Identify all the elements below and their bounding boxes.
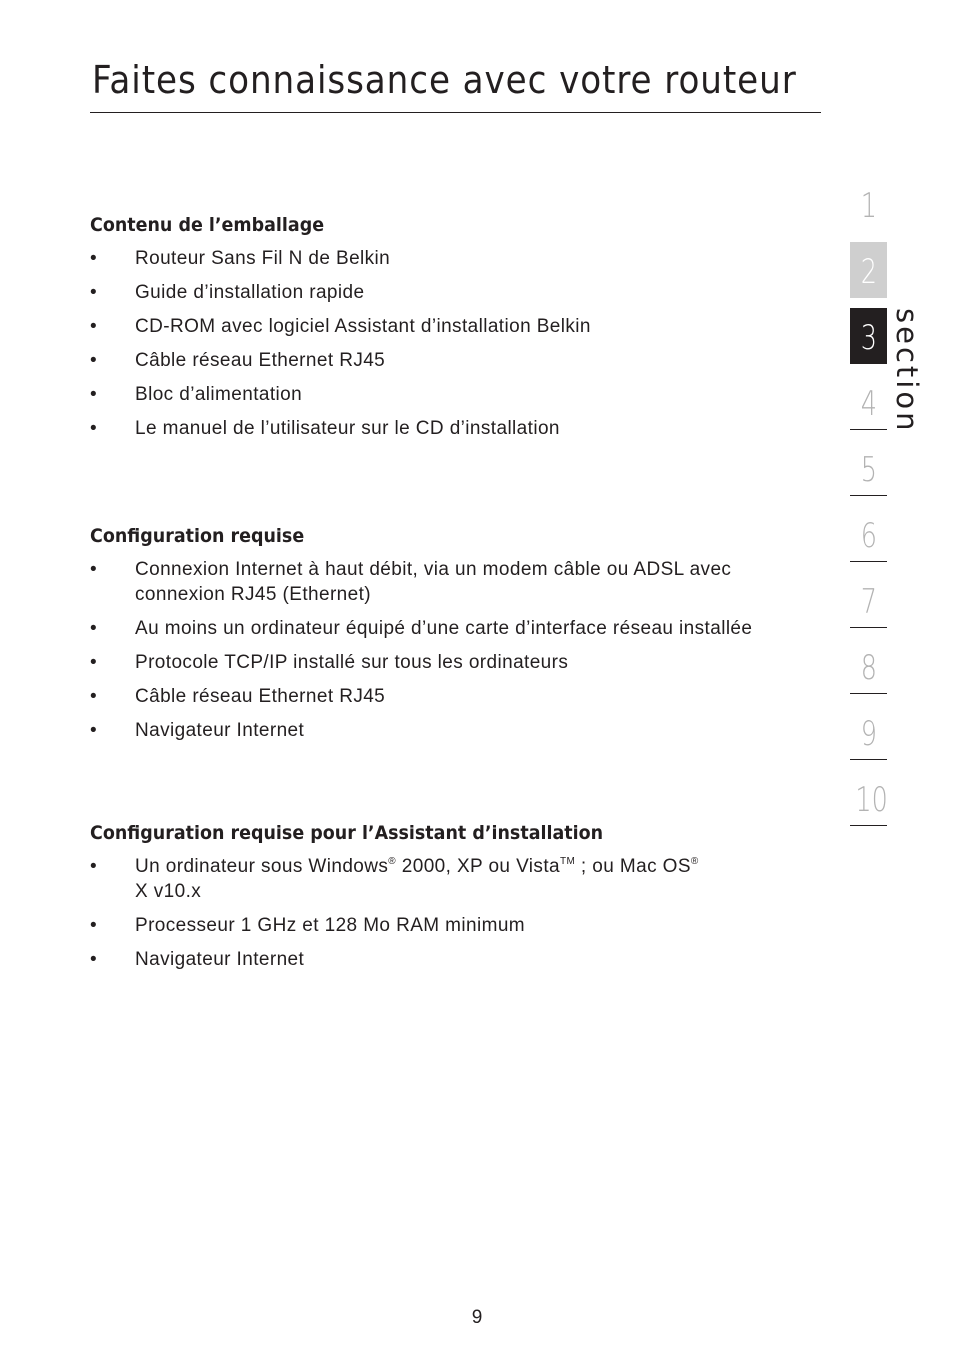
section-navigator	[850, 176, 887, 836]
bullet: •	[90, 720, 98, 741]
section-heading: Configuration requise	[90, 525, 305, 547]
bullet: •	[90, 316, 98, 337]
bullet: •	[90, 652, 98, 673]
list-item: • Routeur Sans Fil N de Belkin	[90, 248, 391, 269]
setup-assistant-requirements-list	[90, 854, 800, 972]
nav-section-7[interactable]: 7	[850, 572, 887, 628]
list-item: • Navigateur Internet	[90, 949, 305, 970]
list-item: • Protocole TCP/IP installé sur tous les ordinateurs	[90, 652, 569, 673]
setup-assistant-requirements-section	[90, 822, 800, 981]
list-item: • Un ordinateur sous Windows® 2000, XP ou Vista™ ; ou Mac OS® X v10.x	[90, 856, 699, 902]
nav-section-5[interactable]: 5	[850, 440, 887, 496]
registered-mark: ®	[690, 856, 699, 867]
section-label: section	[890, 308, 924, 434]
list-item: • Processeur 1 GHz et 128 Mo RAM minimum	[90, 915, 526, 936]
list-item: • Navigateur Internet	[90, 720, 305, 741]
page-title: Faites connaissance avec votre routeur	[92, 58, 797, 102]
list-item: • Guide d’installation rapide	[90, 282, 365, 303]
nav-section-2[interactable]: 2	[850, 242, 887, 298]
section-heading: Contenu de l’emballage	[90, 214, 325, 236]
page-number: 9	[471, 1307, 483, 1328]
nav-section-4[interactable]: 4	[850, 374, 887, 430]
bullet: •	[90, 618, 98, 639]
list-item: • Le manuel de l’utilisateur sur le CD d’installation	[90, 418, 560, 439]
bullet: •	[90, 350, 98, 371]
bullet: •	[90, 248, 98, 269]
nav-section-1[interactable]: 1	[860, 186, 877, 226]
nav-section-10[interactable]: 10	[850, 770, 887, 826]
section-heading: Configuration requise pour l’Assistant d’installation	[90, 822, 604, 844]
list-item: • Au moins un ordinateur équipé d’une carte d’interface réseau installée	[90, 618, 753, 639]
bullet: •	[90, 856, 98, 877]
list-item: • CD-ROM avec logiciel Assistant d’installation Belkin	[90, 316, 591, 337]
list-item: • Bloc d’alimentation	[90, 384, 303, 405]
bullet: •	[90, 559, 98, 580]
bullet: •	[90, 949, 98, 970]
bullet: •	[90, 915, 98, 936]
nav-section-3-active[interactable]: 3	[850, 308, 887, 364]
package-contents-list	[90, 246, 800, 441]
nav-section-9[interactable]: 9	[850, 704, 887, 760]
registered-mark: ®	[388, 856, 397, 867]
bullet: •	[90, 282, 98, 303]
package-contents-section	[90, 214, 800, 450]
list-item: • Câble réseau Ethernet RJ45	[90, 350, 386, 371]
list-item: • Câble réseau Ethernet RJ45	[90, 686, 386, 707]
bullet: •	[90, 384, 98, 405]
bullet: •	[90, 686, 98, 707]
bullet: •	[90, 418, 98, 439]
nav-section-6[interactable]: 6	[850, 506, 887, 562]
nav-section-8[interactable]: 8	[850, 638, 887, 694]
system-requirements-section	[90, 525, 800, 752]
title-divider	[90, 112, 821, 113]
list-item: • Connexion Internet à haut débit, via un modem câble ou ADSL avec connexion RJ45 (Ethernet)	[90, 559, 732, 605]
trademark-mark: TM	[559, 856, 576, 867]
system-requirements-list	[90, 557, 800, 743]
